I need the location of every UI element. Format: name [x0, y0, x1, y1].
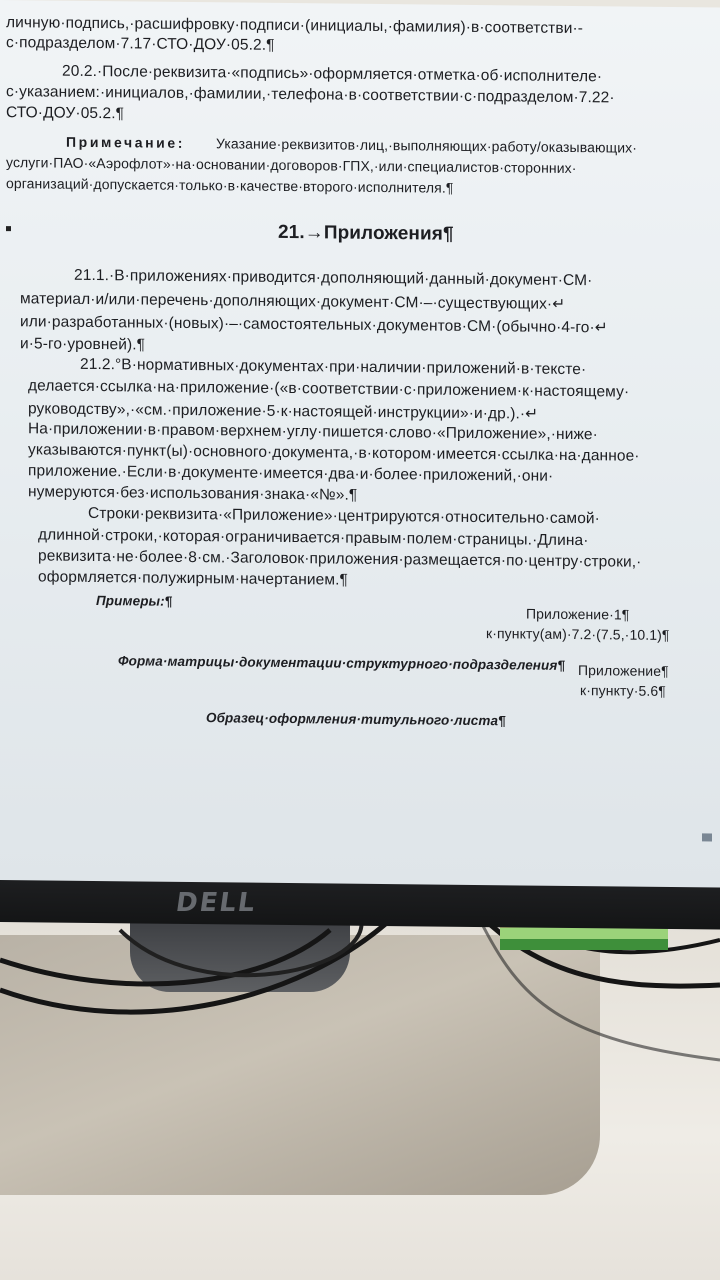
- appendix-label: Приложение¶: [578, 662, 669, 680]
- text-line: руководству»,·«см.·приложение·5·к·настоящей·инструкции»·и·др.).·↵: [28, 400, 539, 423]
- text-line: Строки·реквизита·«Приложение»·центрируются·относительно·самой·: [88, 504, 600, 528]
- bullet-marker: [6, 226, 11, 231]
- text-line: с·подразделом·7.17·СТО·ДОУ·05.2.¶: [6, 34, 275, 54]
- text-line: 21.1.·В·приложениях·приводится·дополняющий·данный·документ·СМ·: [74, 266, 593, 290]
- text-line: делается·ссылка·на·приложение·(«в·соответствии·с·приложением·к·настоящему·: [28, 377, 630, 401]
- note-label: Примечание:: [66, 133, 186, 151]
- text-line: с·указанием:·инициалов,·фамилии,·телефона·в·соответствии·с·подразделом·7.22·: [6, 83, 615, 107]
- text-line: или·разработанных·(новых)·–·самостоятельных·документов·СМ·(обычно·4-го·↵: [20, 313, 608, 337]
- text-line: материал·и/или·перечень·дополняющих·документ·СМ·–·существующих·↵: [20, 290, 566, 313]
- text-line: указываются·пункт(ы)·основного·документа,·в·котором·имеется·ссылка·на·данное·: [28, 441, 640, 465]
- appendix-reference: к·пункту·5.6¶: [580, 682, 666, 699]
- text-line: 20.2.·После·реквизита·«подпись»·оформляется·отметка·об·исполнителе·: [62, 62, 603, 86]
- text-line: приложение.·Если·в·документе·имеется·два·и·более·приложений,·они·: [28, 462, 554, 485]
- text-line: нумеруются·без·использования·знака·«№».¶: [28, 483, 358, 504]
- text-line: длинной·строки,·которая·ограничивается·правым·полем·страницы.·Длина·: [38, 526, 589, 550]
- appendix-reference: к·пункту(ам)·7.2·(7.5,·10.1)¶: [486, 625, 670, 644]
- examples-label: Примеры:¶: [96, 593, 173, 609]
- text-line: услуги·ПАО·«Аэрофлот»·на·основании·договоров·ГПХ,·или·специалистов·сторонних·: [6, 154, 577, 177]
- text-line: личную·подпись,·расшифровку·подписи·(инициалы,·фамилия)·в·соответстви·-: [6, 14, 583, 38]
- section-heading: 21.→Приложения¶: [278, 221, 454, 245]
- appendix-title: Форма·матрицы·документации·структурного·подразделения¶: [118, 653, 566, 673]
- appendix-title: Образец·оформления·титульного·листа¶: [206, 710, 506, 729]
- text-line: организаций·допускается·только·в·качестве·второго·исполнителя.¶: [6, 175, 454, 196]
- text-line: 21.2.°В·нормативных·документах·при·наличии·приложений·в·тексте·: [80, 355, 587, 379]
- text-line: реквизита·не·более·8·см.·Заголовок·приложения·размещается·по·центру·строки,·: [38, 547, 642, 571]
- text-line: оформляется·полужирным·начертанием.¶: [38, 568, 348, 589]
- status-icon: [702, 833, 712, 841]
- text-line: и·5-го·уровней).¶: [20, 335, 146, 354]
- text-line: Указание·реквизитов·лиц,·выполняющих·работу/оказывающих·: [216, 135, 637, 156]
- text-line: СТО·ДОУ·05.2.¶: [6, 104, 125, 123]
- text-line: На·приложении·в·правом·верхнем·углу·пишется·слово·«Приложение»,·ниже·: [28, 420, 598, 444]
- dell-logo: DELL: [173, 888, 259, 918]
- appendix-label: Приложение·1¶: [526, 605, 630, 623]
